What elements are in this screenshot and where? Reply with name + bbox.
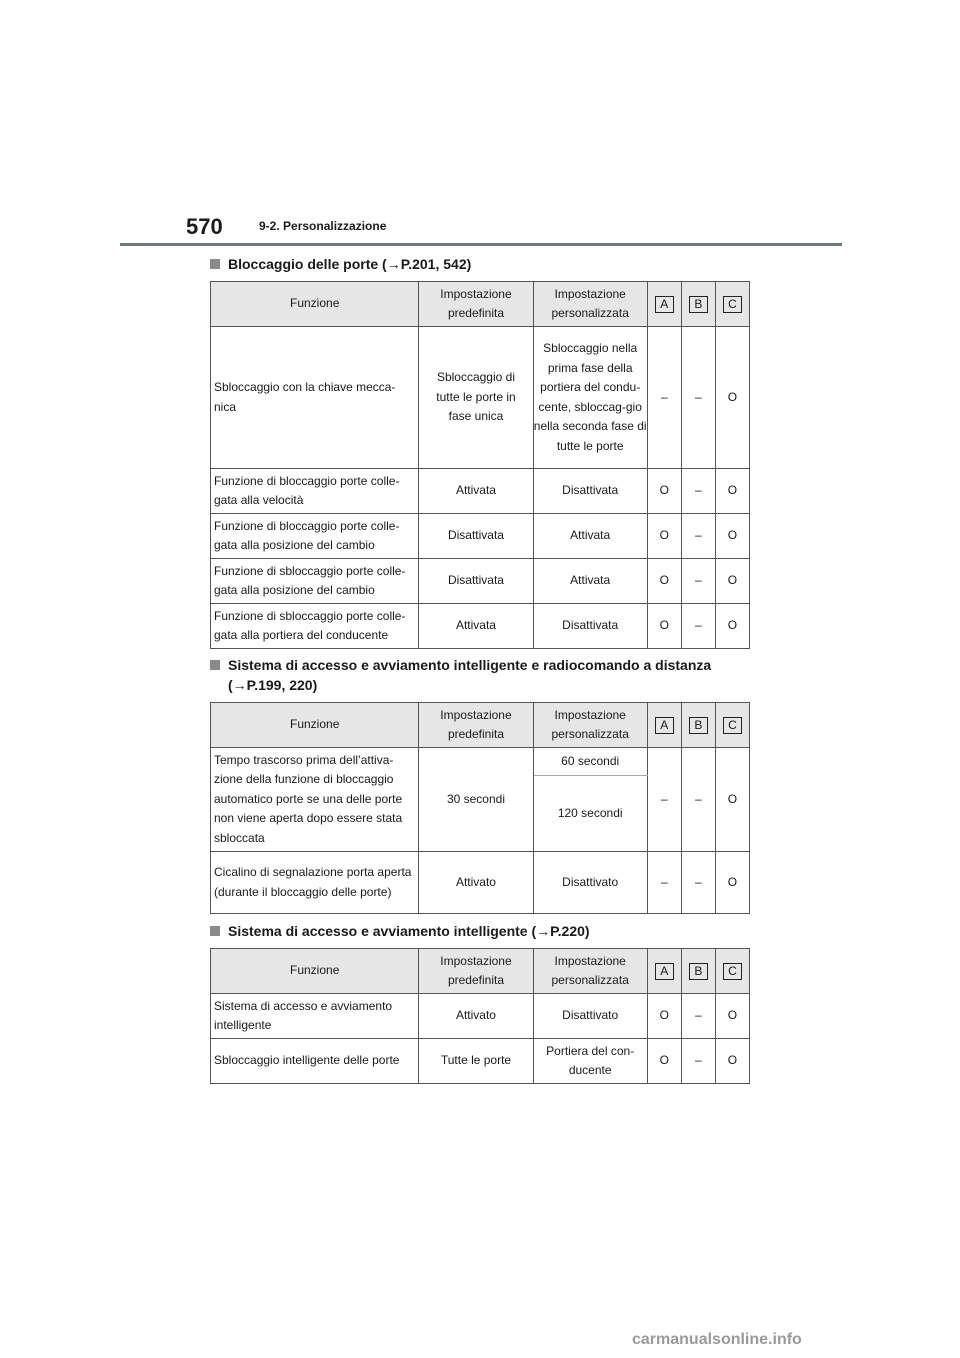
cell-a: O <box>647 514 681 559</box>
header-rule <box>120 243 842 246</box>
cell-default: Tutte le porte <box>419 1039 533 1084</box>
cell-c: O <box>715 604 749 649</box>
letter-b-box: B <box>689 717 708 734</box>
header-custom: Impostazione personalizzata <box>533 703 647 748</box>
cell-function: Funzione di sbloccaggio porte colle-gata alla posizione del cambio <box>211 559 419 604</box>
section-title-text: Bloccaggio delle porte (→P.201, 542) <box>228 256 472 272</box>
letter-b-box: B <box>689 296 708 313</box>
door-lock-table <box>210 281 750 649</box>
cell-c: O <box>715 994 749 1039</box>
letter-c-box: C <box>723 963 742 980</box>
cell-function: Funzione di sbloccaggio porte colle-gata alla portiera del conducente <box>211 604 419 649</box>
section-title-smart-entry <box>210 921 770 941</box>
table-header-row <box>211 282 750 327</box>
header-c <box>715 282 749 327</box>
header-a <box>647 949 681 994</box>
cell-custom: Disattivato <box>533 852 647 914</box>
cell-b: – <box>681 748 715 852</box>
header-custom: Impostazione personalizzata <box>533 282 647 327</box>
cell-b: – <box>681 469 715 514</box>
header-b <box>681 949 715 994</box>
table-header-row <box>211 703 750 748</box>
section-title-text: Sistema di accesso e avviamento intelligente e radiocomando a distanza (→P.199, 220) <box>228 657 712 693</box>
cell-function: Cicalino di segnalazione porta aperta (durante il bloccaggio delle porte) <box>211 852 419 914</box>
letter-a-box: A <box>655 963 674 980</box>
cell-b: – <box>681 994 715 1039</box>
letter-c-box: C <box>723 296 742 313</box>
cell-default: Disattivata <box>419 514 533 559</box>
section-title-text: Sistema di accesso e avviamento intelligente (→P.220) <box>228 923 590 939</box>
table-row <box>211 1039 750 1084</box>
square-bullet-icon <box>210 259 220 269</box>
cell-function: Funzione di bloccaggio porte colle-gata alla posizione del cambio <box>211 514 419 559</box>
cell-custom-option-1: 60 secondi <box>533 748 647 776</box>
cell-custom-option-2: 120 secondi <box>533 776 647 852</box>
cell-custom: Disattivato <box>533 994 647 1039</box>
cell-default: Attivato <box>419 852 533 914</box>
table-row <box>211 748 750 776</box>
cell-default: Sbloccaggio di tutte le porte in fase unica <box>419 327 533 469</box>
cell-a: O <box>647 994 681 1039</box>
letter-c-box: C <box>723 717 742 734</box>
page-number: 570 <box>186 214 223 239</box>
cell-default: Attivato <box>419 994 533 1039</box>
cell-function: Sbloccaggio intelligente delle porte <box>211 1039 419 1084</box>
cell-a: O <box>647 604 681 649</box>
header-c <box>715 703 749 748</box>
cell-b: – <box>681 1039 715 1084</box>
cell-custom: Sbloccaggio nella prima fase della portiera del condu-cente, sbloccag-gio nella seconda fase di tutte le porte <box>533 327 647 469</box>
section-title-door-lock <box>210 254 770 274</box>
table-row <box>211 852 750 914</box>
table-row <box>211 514 750 559</box>
table-row <box>211 559 750 604</box>
table-row <box>211 604 750 649</box>
cell-a: – <box>647 327 681 469</box>
square-bullet-icon <box>210 926 220 936</box>
cell-default: Disattivata <box>419 559 533 604</box>
header-default: Impostazione predefinita <box>419 703 533 748</box>
cell-default: Attivata <box>419 469 533 514</box>
section-title-smart-entry-remote <box>210 655 770 695</box>
cell-custom: Disattivata <box>533 604 647 649</box>
letter-a-box: A <box>655 717 674 734</box>
letter-b-box: B <box>689 963 708 980</box>
header-function: Funzione <box>211 703 419 748</box>
header-custom: Impostazione personalizzata <box>533 949 647 994</box>
table-header-row <box>211 949 750 994</box>
cell-a: – <box>647 748 681 852</box>
cell-c: O <box>715 852 749 914</box>
header-default: Impostazione predefinita <box>419 282 533 327</box>
cell-b: – <box>681 559 715 604</box>
header-function: Funzione <box>211 282 419 327</box>
header-b <box>681 282 715 327</box>
cell-a: O <box>647 469 681 514</box>
header-default: Impostazione predefinita <box>419 949 533 994</box>
cell-function: Funzione di bloccaggio porte colle-gata alla velocità <box>211 469 419 514</box>
header-function: Funzione <box>211 949 419 994</box>
cell-custom: Attivata <box>533 559 647 604</box>
cell-default: Attivata <box>419 604 533 649</box>
cell-c: O <box>715 469 749 514</box>
cell-a: O <box>647 1039 681 1084</box>
cell-c: O <box>715 1039 749 1084</box>
smart-entry-table <box>210 948 750 1084</box>
cell-custom: Portiera del con-ducente <box>533 1039 647 1084</box>
chapter-title: 9-2. Personalizzazione <box>259 219 387 233</box>
cell-b: – <box>681 852 715 914</box>
cell-function: Tempo trascorso prima dell’attiva-zione della funzione di bloccaggio automatico porte se una delle porte non viene aperta dopo essere stata sbloccata <box>211 748 419 852</box>
table-row <box>211 469 750 514</box>
cell-b: – <box>681 327 715 469</box>
header-b <box>681 703 715 748</box>
cell-custom: Disattivata <box>533 469 647 514</box>
cell-b: – <box>681 604 715 649</box>
cell-c: O <box>715 514 749 559</box>
cell-c: O <box>715 748 749 852</box>
cell-c: O <box>715 327 749 469</box>
cell-a: – <box>647 852 681 914</box>
cell-a: O <box>647 559 681 604</box>
cell-b: – <box>681 514 715 559</box>
cell-function: Sbloccaggio con la chiave mecca-nica <box>211 327 419 469</box>
smart-entry-remote-table <box>210 702 750 914</box>
cell-c: O <box>715 559 749 604</box>
table-row <box>211 994 750 1039</box>
table-row <box>211 327 750 469</box>
cell-custom: Attivata <box>533 514 647 559</box>
header-a <box>647 703 681 748</box>
letter-a-box: A <box>655 296 674 313</box>
header-c <box>715 949 749 994</box>
header-a <box>647 282 681 327</box>
square-bullet-icon <box>210 660 220 670</box>
watermark-text: carmanualsonline.info <box>632 1331 802 1348</box>
cell-default: 30 secondi <box>419 748 533 852</box>
cell-function: Sistema di accesso e avviamento intelligente <box>211 994 419 1039</box>
